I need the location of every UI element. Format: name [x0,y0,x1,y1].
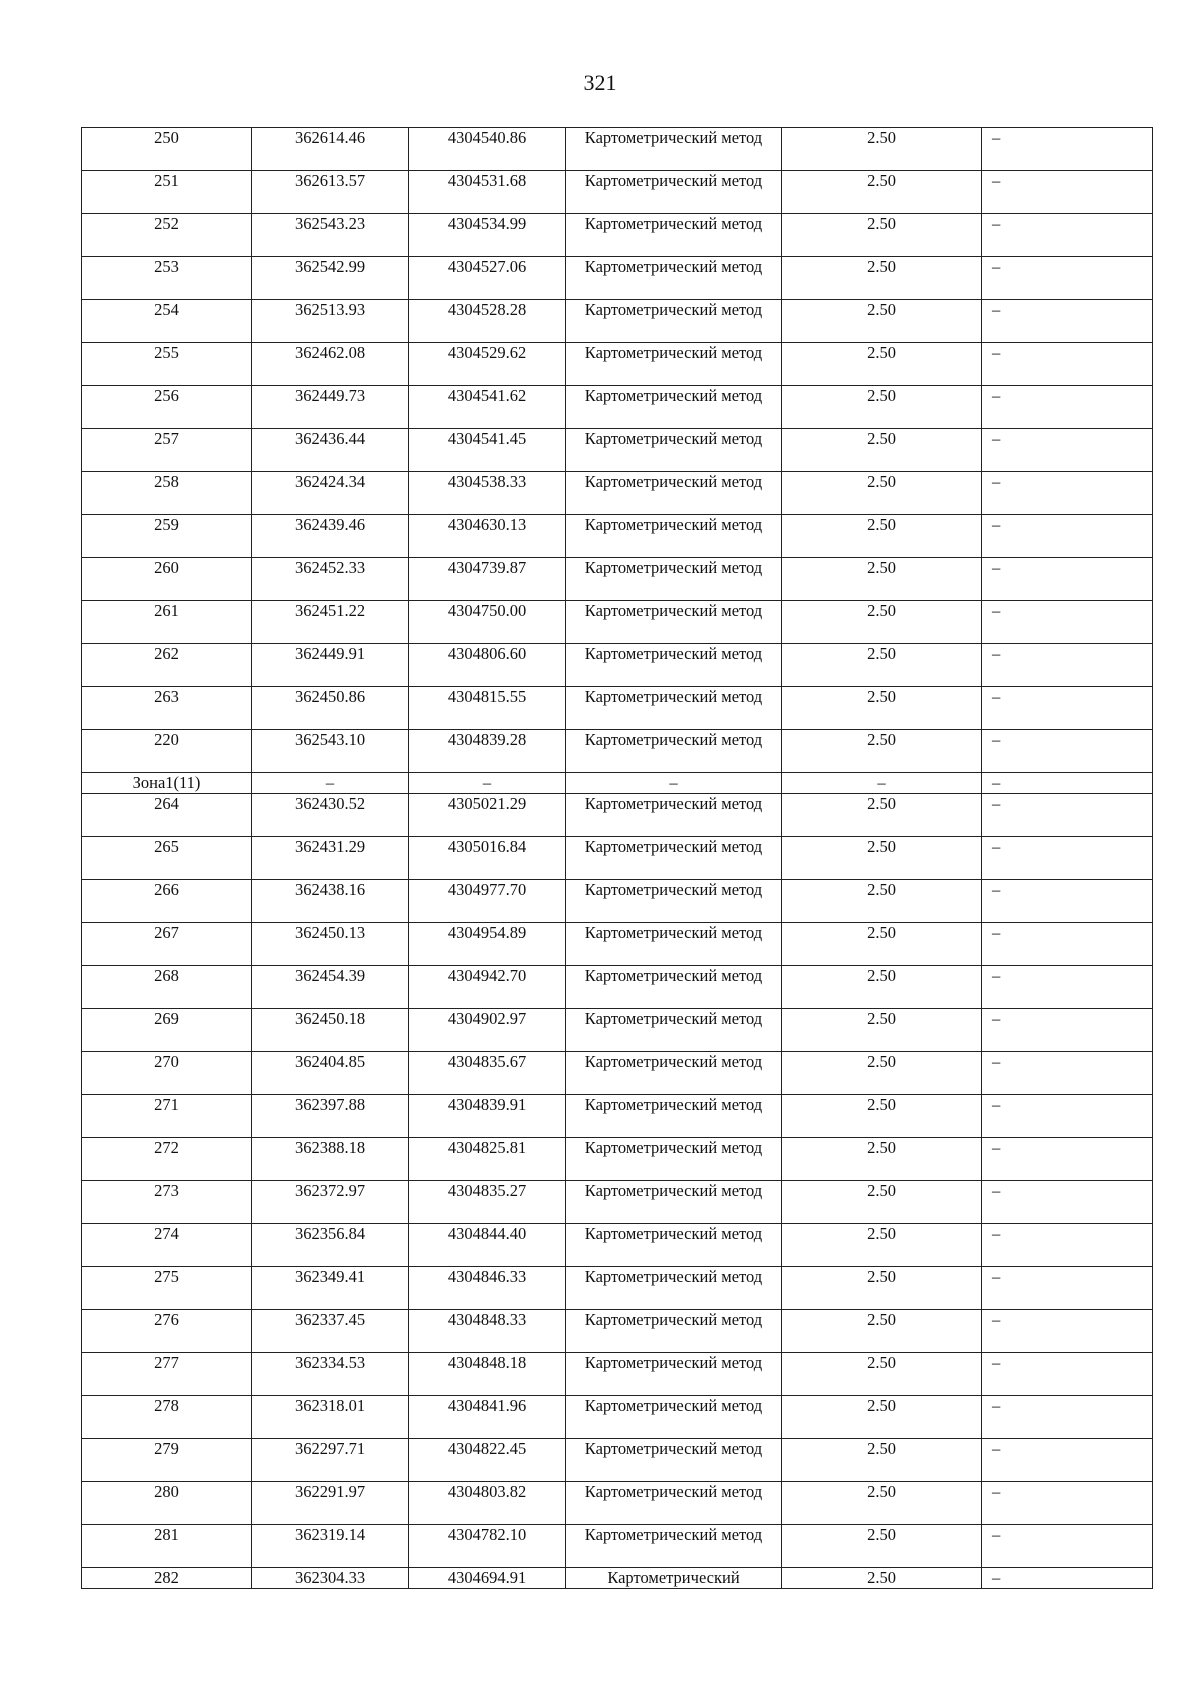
accuracy-cell: 2.50 [782,1095,982,1138]
point-number-cell: 270 [82,1052,252,1095]
method-cell: – [566,773,782,794]
x-coordinate-cell: 362291.97 [252,1482,409,1525]
accuracy-cell: 2.50 [782,1224,982,1267]
point-number-cell: 264 [82,794,252,837]
point-number-cell: 277 [82,1353,252,1396]
x-coordinate-cell: 362304.33 [252,1568,409,1589]
point-number-cell: 220 [82,730,252,773]
accuracy-cell: 2.50 [782,1138,982,1181]
point-number-cell: 279 [82,1439,252,1482]
note-cell: – [982,837,1153,880]
y-coordinate-cell: 4304739.87 [409,558,566,601]
x-coordinate-cell: 362449.91 [252,644,409,687]
x-coordinate-cell: 362513.93 [252,300,409,343]
note-cell: – [982,429,1153,472]
y-coordinate-cell: 4304848.33 [409,1310,566,1353]
x-coordinate-cell: 362462.08 [252,343,409,386]
point-number-cell: 250 [82,128,252,171]
table-row [82,1052,1153,1095]
method-cell: Картометрический метод [566,1353,782,1396]
point-number-cell: 260 [82,558,252,601]
point-number-cell: 282 [82,1568,252,1589]
x-coordinate-cell: – [252,773,409,794]
x-coordinate-cell: 362334.53 [252,1353,409,1396]
table-row [82,1009,1153,1052]
point-number-cell: Зона1(11) [82,773,252,794]
accuracy-cell: 2.50 [782,300,982,343]
note-cell: – [982,1439,1153,1482]
method-cell: Картометрический метод [566,1525,782,1568]
table-row [82,966,1153,1009]
y-coordinate-cell: 4304528.28 [409,300,566,343]
x-coordinate-cell: 362450.13 [252,923,409,966]
accuracy-cell: 2.50 [782,386,982,429]
note-cell: – [982,730,1153,773]
table-row [82,257,1153,300]
accuracy-cell: 2.50 [782,1568,982,1589]
method-cell: Картометрический метод [566,1439,782,1482]
table-row [82,794,1153,837]
point-number-cell: 261 [82,601,252,644]
x-coordinate-cell: 362613.57 [252,171,409,214]
method-cell: Картометрический метод [566,837,782,880]
point-number-cell: 278 [82,1396,252,1439]
accuracy-cell: 2.50 [782,687,982,730]
y-coordinate-cell: 4304846.33 [409,1267,566,1310]
note-cell: – [982,1267,1153,1310]
y-coordinate-cell: 4304835.27 [409,1181,566,1224]
table-row [82,1181,1153,1224]
table-row [82,1439,1153,1482]
x-coordinate-cell: 362450.18 [252,1009,409,1052]
note-cell: – [982,687,1153,730]
table-row [82,429,1153,472]
table-row [82,171,1153,214]
x-coordinate-cell: 362436.44 [252,429,409,472]
accuracy-cell: 2.50 [782,1310,982,1353]
method-cell: Картометрический метод [566,730,782,773]
point-number-cell: 272 [82,1138,252,1181]
point-number-cell: 273 [82,1181,252,1224]
note-cell: – [982,1181,1153,1224]
y-coordinate-cell: 4305016.84 [409,837,566,880]
note-cell: – [982,923,1153,966]
table-row [82,386,1153,429]
y-coordinate-cell: – [409,773,566,794]
y-coordinate-cell: 4304541.45 [409,429,566,472]
method-cell: Картометрический метод [566,558,782,601]
note-cell: – [982,794,1153,837]
method-cell: Картометрический метод [566,644,782,687]
y-coordinate-cell: 4304630.13 [409,515,566,558]
method-cell: Картометрический метод [566,128,782,171]
accuracy-cell: 2.50 [782,558,982,601]
method-cell: Картометрический метод [566,214,782,257]
note-cell: – [982,1095,1153,1138]
accuracy-cell: 2.50 [782,1009,982,1052]
table-row [82,214,1153,257]
y-coordinate-cell: 4304902.97 [409,1009,566,1052]
y-coordinate-cell: 4304782.10 [409,1525,566,1568]
method-cell: Картометрический метод [566,1310,782,1353]
point-number-cell: 262 [82,644,252,687]
y-coordinate-cell: 4304527.06 [409,257,566,300]
point-number-cell: 258 [82,472,252,515]
point-number-cell: 253 [82,257,252,300]
table-row [82,1525,1153,1568]
y-coordinate-cell: 4304822.45 [409,1439,566,1482]
y-coordinate-cell: 4304848.18 [409,1353,566,1396]
accuracy-cell: 2.50 [782,837,982,880]
accuracy-cell: 2.50 [782,1482,982,1525]
x-coordinate-cell: 362449.73 [252,386,409,429]
accuracy-cell: 2.50 [782,1439,982,1482]
method-cell: Картометрический метод [566,515,782,558]
accuracy-cell: 2.50 [782,128,982,171]
note-cell: – [982,171,1153,214]
note-cell: – [982,558,1153,601]
note-cell: – [982,1568,1153,1589]
table-row [82,880,1153,923]
table-row [82,1310,1153,1353]
y-coordinate-cell: 4305021.29 [409,794,566,837]
table-row [82,1482,1153,1525]
table-row [82,1568,1153,1589]
coordinates-table [81,127,1153,1589]
method-cell: Картометрический метод [566,923,782,966]
accuracy-cell: 2.50 [782,1525,982,1568]
point-number-cell: 267 [82,923,252,966]
table-row [82,128,1153,171]
y-coordinate-cell: 4304803.82 [409,1482,566,1525]
table-row [82,644,1153,687]
y-coordinate-cell: 4304815.55 [409,687,566,730]
method-cell: Картометрический метод [566,171,782,214]
table-row [82,1138,1153,1181]
x-coordinate-cell: 362337.45 [252,1310,409,1353]
accuracy-cell: 2.50 [782,429,982,472]
method-cell: Картометрический метод [566,300,782,343]
x-coordinate-cell: 362614.46 [252,128,409,171]
method-cell: Картометрический метод [566,1009,782,1052]
note-cell: – [982,300,1153,343]
y-coordinate-cell: 4304977.70 [409,880,566,923]
y-coordinate-cell: 4304531.68 [409,171,566,214]
method-cell: Картометрический метод [566,429,782,472]
accuracy-cell: 2.50 [782,472,982,515]
table-row [82,601,1153,644]
coordinates-table-body [82,128,1153,1589]
y-coordinate-cell: 4304839.91 [409,1095,566,1138]
y-coordinate-cell: 4304841.96 [409,1396,566,1439]
note-cell: – [982,880,1153,923]
method-cell: Картометрический метод [566,1095,782,1138]
x-coordinate-cell: 362297.71 [252,1439,409,1482]
x-coordinate-cell: 362397.88 [252,1095,409,1138]
method-cell: Картометрический метод [566,880,782,923]
note-cell: – [982,1224,1153,1267]
x-coordinate-cell: 362430.52 [252,794,409,837]
zone-header-row [82,773,1153,794]
note-cell: – [982,515,1153,558]
table-row [82,1267,1153,1310]
method-cell: Картометрический метод [566,1181,782,1224]
table-row [82,1224,1153,1267]
method-cell: Картометрический метод [566,1482,782,1525]
point-number-cell: 280 [82,1482,252,1525]
point-number-cell: 257 [82,429,252,472]
y-coordinate-cell: 4304540.86 [409,128,566,171]
y-coordinate-cell: 4304942.70 [409,966,566,1009]
point-number-cell: 263 [82,687,252,730]
x-coordinate-cell: 362454.39 [252,966,409,1009]
note-cell: – [982,1310,1153,1353]
x-coordinate-cell: 362450.86 [252,687,409,730]
y-coordinate-cell: 4304806.60 [409,644,566,687]
note-cell: – [982,601,1153,644]
point-number-cell: 259 [82,515,252,558]
method-cell: Картометрический метод [566,386,782,429]
point-number-cell: 251 [82,171,252,214]
note-cell: – [982,773,1153,794]
y-coordinate-cell: 4304534.99 [409,214,566,257]
note-cell: – [982,1052,1153,1095]
accuracy-cell: – [782,773,982,794]
table-row [82,923,1153,966]
table-row [82,687,1153,730]
accuracy-cell: 2.50 [782,966,982,1009]
method-cell: Картометрический метод [566,343,782,386]
accuracy-cell: 2.50 [782,257,982,300]
point-number-cell: 269 [82,1009,252,1052]
accuracy-cell: 2.50 [782,923,982,966]
table-row [82,1353,1153,1396]
note-cell: – [982,1353,1153,1396]
y-coordinate-cell: 4304825.81 [409,1138,566,1181]
x-coordinate-cell: 362543.23 [252,214,409,257]
y-coordinate-cell: 4304835.67 [409,1052,566,1095]
accuracy-cell: 2.50 [782,1353,982,1396]
table-row [82,1095,1153,1138]
table-row [82,343,1153,386]
x-coordinate-cell: 362424.34 [252,472,409,515]
x-coordinate-cell: 362349.41 [252,1267,409,1310]
note-cell: – [982,1482,1153,1525]
point-number-cell: 276 [82,1310,252,1353]
point-number-cell: 274 [82,1224,252,1267]
point-number-cell: 255 [82,343,252,386]
note-cell: – [982,1009,1153,1052]
x-coordinate-cell: 362356.84 [252,1224,409,1267]
note-cell: – [982,214,1153,257]
method-cell: Картометрический метод [566,1052,782,1095]
accuracy-cell: 2.50 [782,515,982,558]
y-coordinate-cell: 4304750.00 [409,601,566,644]
page-number: 321 [583,70,617,95]
table-row [82,300,1153,343]
x-coordinate-cell: 362451.22 [252,601,409,644]
x-coordinate-cell: 362439.46 [252,515,409,558]
x-coordinate-cell: 362543.10 [252,730,409,773]
x-coordinate-cell: 362319.14 [252,1525,409,1568]
method-cell: Картометрический метод [566,687,782,730]
note-cell: – [982,1138,1153,1181]
y-coordinate-cell: 4304529.62 [409,343,566,386]
method-cell: Картометрический [566,1568,782,1589]
point-number-cell: 254 [82,300,252,343]
point-number-cell: 281 [82,1525,252,1568]
note-cell: – [982,644,1153,687]
y-coordinate-cell: 4304839.28 [409,730,566,773]
table-row [82,1396,1153,1439]
method-cell: Картометрический метод [566,472,782,515]
accuracy-cell: 2.50 [782,601,982,644]
accuracy-cell: 2.50 [782,214,982,257]
point-number-cell: 265 [82,837,252,880]
y-coordinate-cell: 4304954.89 [409,923,566,966]
point-number-cell: 271 [82,1095,252,1138]
table-row [82,730,1153,773]
accuracy-cell: 2.50 [782,1052,982,1095]
note-cell: – [982,257,1153,300]
note-cell: – [982,343,1153,386]
note-cell: – [982,1396,1153,1439]
method-cell: Картометрический метод [566,1224,782,1267]
method-cell: Картометрический метод [566,1138,782,1181]
point-number-cell: 266 [82,880,252,923]
point-number-cell: 275 [82,1267,252,1310]
x-coordinate-cell: 362372.97 [252,1181,409,1224]
table-row [82,837,1153,880]
x-coordinate-cell: 362388.18 [252,1138,409,1181]
accuracy-cell: 2.50 [782,644,982,687]
x-coordinate-cell: 362404.85 [252,1052,409,1095]
method-cell: Картометрический метод [566,1396,782,1439]
point-number-cell: 256 [82,386,252,429]
accuracy-cell: 2.50 [782,171,982,214]
x-coordinate-cell: 362438.16 [252,880,409,923]
note-cell: – [982,472,1153,515]
x-coordinate-cell: 362542.99 [252,257,409,300]
x-coordinate-cell: 362318.01 [252,1396,409,1439]
note-cell: – [982,1525,1153,1568]
method-cell: Картометрический метод [566,257,782,300]
point-number-cell: 268 [82,966,252,1009]
method-cell: Картометрический метод [566,601,782,644]
method-cell: Картометрический метод [566,1267,782,1310]
accuracy-cell: 2.50 [782,343,982,386]
table-row [82,472,1153,515]
method-cell: Картометрический метод [566,794,782,837]
y-coordinate-cell: 4304541.62 [409,386,566,429]
accuracy-cell: 2.50 [782,880,982,923]
table-row [82,515,1153,558]
method-cell: Картометрический метод [566,966,782,1009]
x-coordinate-cell: 362452.33 [252,558,409,601]
point-number-cell: 252 [82,214,252,257]
y-coordinate-cell: 4304844.40 [409,1224,566,1267]
accuracy-cell: 2.50 [782,1181,982,1224]
y-coordinate-cell: 4304538.33 [409,472,566,515]
accuracy-cell: 2.50 [782,1396,982,1439]
y-coordinate-cell: 4304694.91 [409,1568,566,1589]
note-cell: – [982,128,1153,171]
note-cell: – [982,386,1153,429]
accuracy-cell: 2.50 [782,794,982,837]
table-row [82,558,1153,601]
accuracy-cell: 2.50 [782,1267,982,1310]
accuracy-cell: 2.50 [782,730,982,773]
note-cell: – [982,966,1153,1009]
x-coordinate-cell: 362431.29 [252,837,409,880]
